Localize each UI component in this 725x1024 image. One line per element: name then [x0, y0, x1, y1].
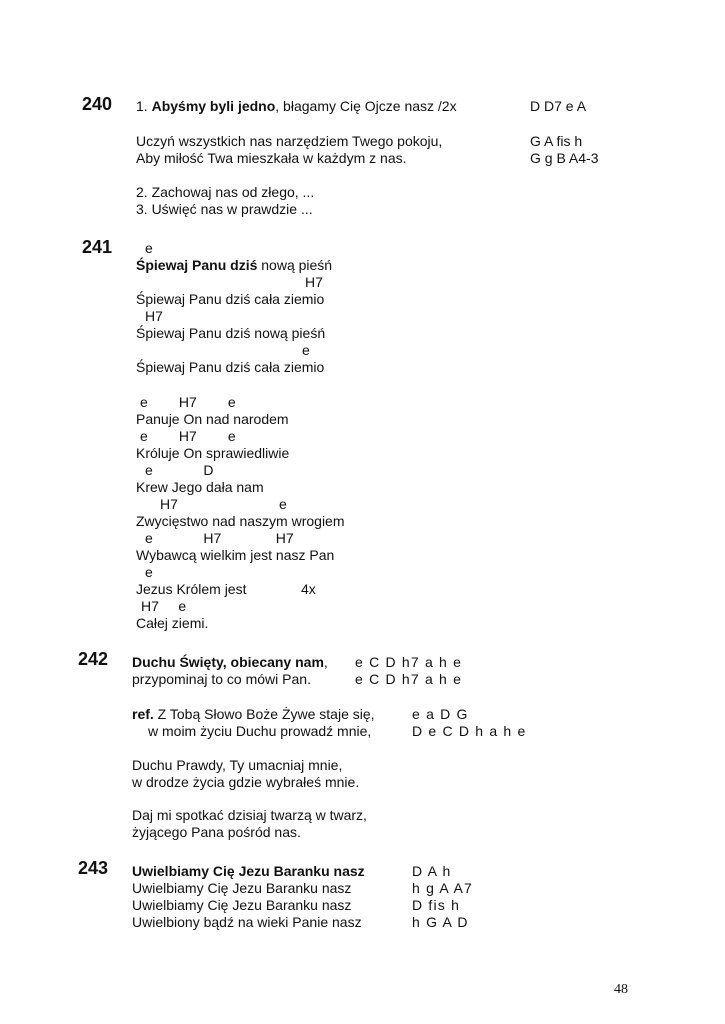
- chord-line: e: [145, 564, 153, 580]
- chord-line: e H7 e: [140, 428, 236, 444]
- chord-line: e: [145, 240, 153, 256]
- chord-line: H7: [305, 274, 323, 290]
- song-line: ref. Z Tobą Słowo Boże Żywe staje się,: [132, 706, 375, 722]
- song-line: w moim życiu Duchu prowadź mnie,: [148, 723, 372, 739]
- song-line: Króluje On sprawiedliwie: [136, 445, 290, 461]
- chord-line: h G A D: [412, 914, 469, 930]
- chord-line: H7: [145, 308, 163, 324]
- song-line: Uwielbiamy Cię Jezu Baranku nasz: [132, 863, 365, 879]
- song-line: w drodze życia gdzie wybrałeś mnie.: [132, 774, 360, 790]
- song-line: Daj mi spotkać dzisiaj twarzą w twarz,: [132, 807, 367, 823]
- chord-line: e D: [145, 462, 214, 478]
- chord-line: D A h: [412, 863, 452, 879]
- page-number: 48: [614, 982, 628, 997]
- song-line: żyjącego Pana pośród nas.: [132, 824, 301, 840]
- song-line: Duchu Prawdy, Ty umacniaj mnie,: [132, 757, 343, 773]
- song-line: Uwielbiony bądź na wieki Panie nasz: [132, 914, 362, 930]
- chord-line: h g A A7: [412, 880, 473, 896]
- chord-line: e C D h7 a h e: [355, 654, 463, 670]
- song-line: Uwielbiamy Cię Jezu Baranku nasz: [132, 880, 352, 896]
- song-line: 1. Abyśmy byli jedno, błagamy Cię Ojcze nasz /2x: [136, 98, 457, 114]
- song-line: przypominaj to co mówi Pan.: [132, 671, 311, 687]
- song-line: 3. Uświęć nas w prawdzie ...: [136, 201, 313, 217]
- chord-line: H7 e: [160, 496, 287, 512]
- chord-line: G A fis h: [530, 133, 583, 149]
- song-number: 243: [78, 858, 109, 878]
- chord-line: e: [302, 342, 310, 358]
- song-line: Wybawcą wielkim jest nasz Pan: [136, 547, 335, 563]
- song-line: Śpiewaj Panu dziś cała ziemio: [136, 291, 325, 307]
- song-line: Śpiewaj Panu dziś cała ziemio: [136, 359, 325, 375]
- chord-line: e C D h7 a h e: [355, 671, 463, 687]
- song-line: 2. Zachowaj nas od złego, ...: [136, 184, 315, 200]
- song-line: Panuje On nad narodem: [136, 411, 289, 427]
- song-line: Całej ziemi.: [136, 615, 209, 631]
- song-line: Śpiewaj Panu dziś nową pieśń: [136, 257, 333, 273]
- song-line: Aby miłość Twa mieszkała w każdym z nas.: [136, 150, 407, 166]
- song-line: Uczyń wszystkich nas narzędziem Twego pokoju,: [136, 133, 443, 149]
- chord-line: D D7 e A: [530, 98, 587, 114]
- chord-line: e H7 e: [140, 394, 236, 410]
- repeat-marker: 4x: [301, 581, 316, 597]
- chord-line: H7 e: [141, 598, 187, 614]
- chord-line: D fis h: [412, 897, 461, 913]
- song-line: Śpiewaj Panu dziś nową pieśń: [136, 325, 326, 341]
- chord-line: e a D G: [412, 706, 469, 722]
- song-line: Uwielbiamy Cię Jezu Baranku nasz: [132, 897, 352, 913]
- song-line: Krew Jego dała nam: [136, 479, 264, 495]
- song-number: 241: [82, 237, 113, 257]
- song-number: 242: [78, 649, 109, 669]
- song-line: Duchu Święty, obiecany nam,: [132, 654, 328, 670]
- song-line: Jezus Królem jest: [136, 581, 247, 597]
- chord-line: G g B A4-3: [530, 150, 599, 166]
- chord-line: D e C D h a h e: [412, 723, 527, 739]
- chord-line: e H7 H7: [145, 530, 294, 546]
- song-line: Zwycięstwo nad naszym wrogiem: [136, 513, 345, 529]
- song-number: 240: [82, 94, 113, 114]
